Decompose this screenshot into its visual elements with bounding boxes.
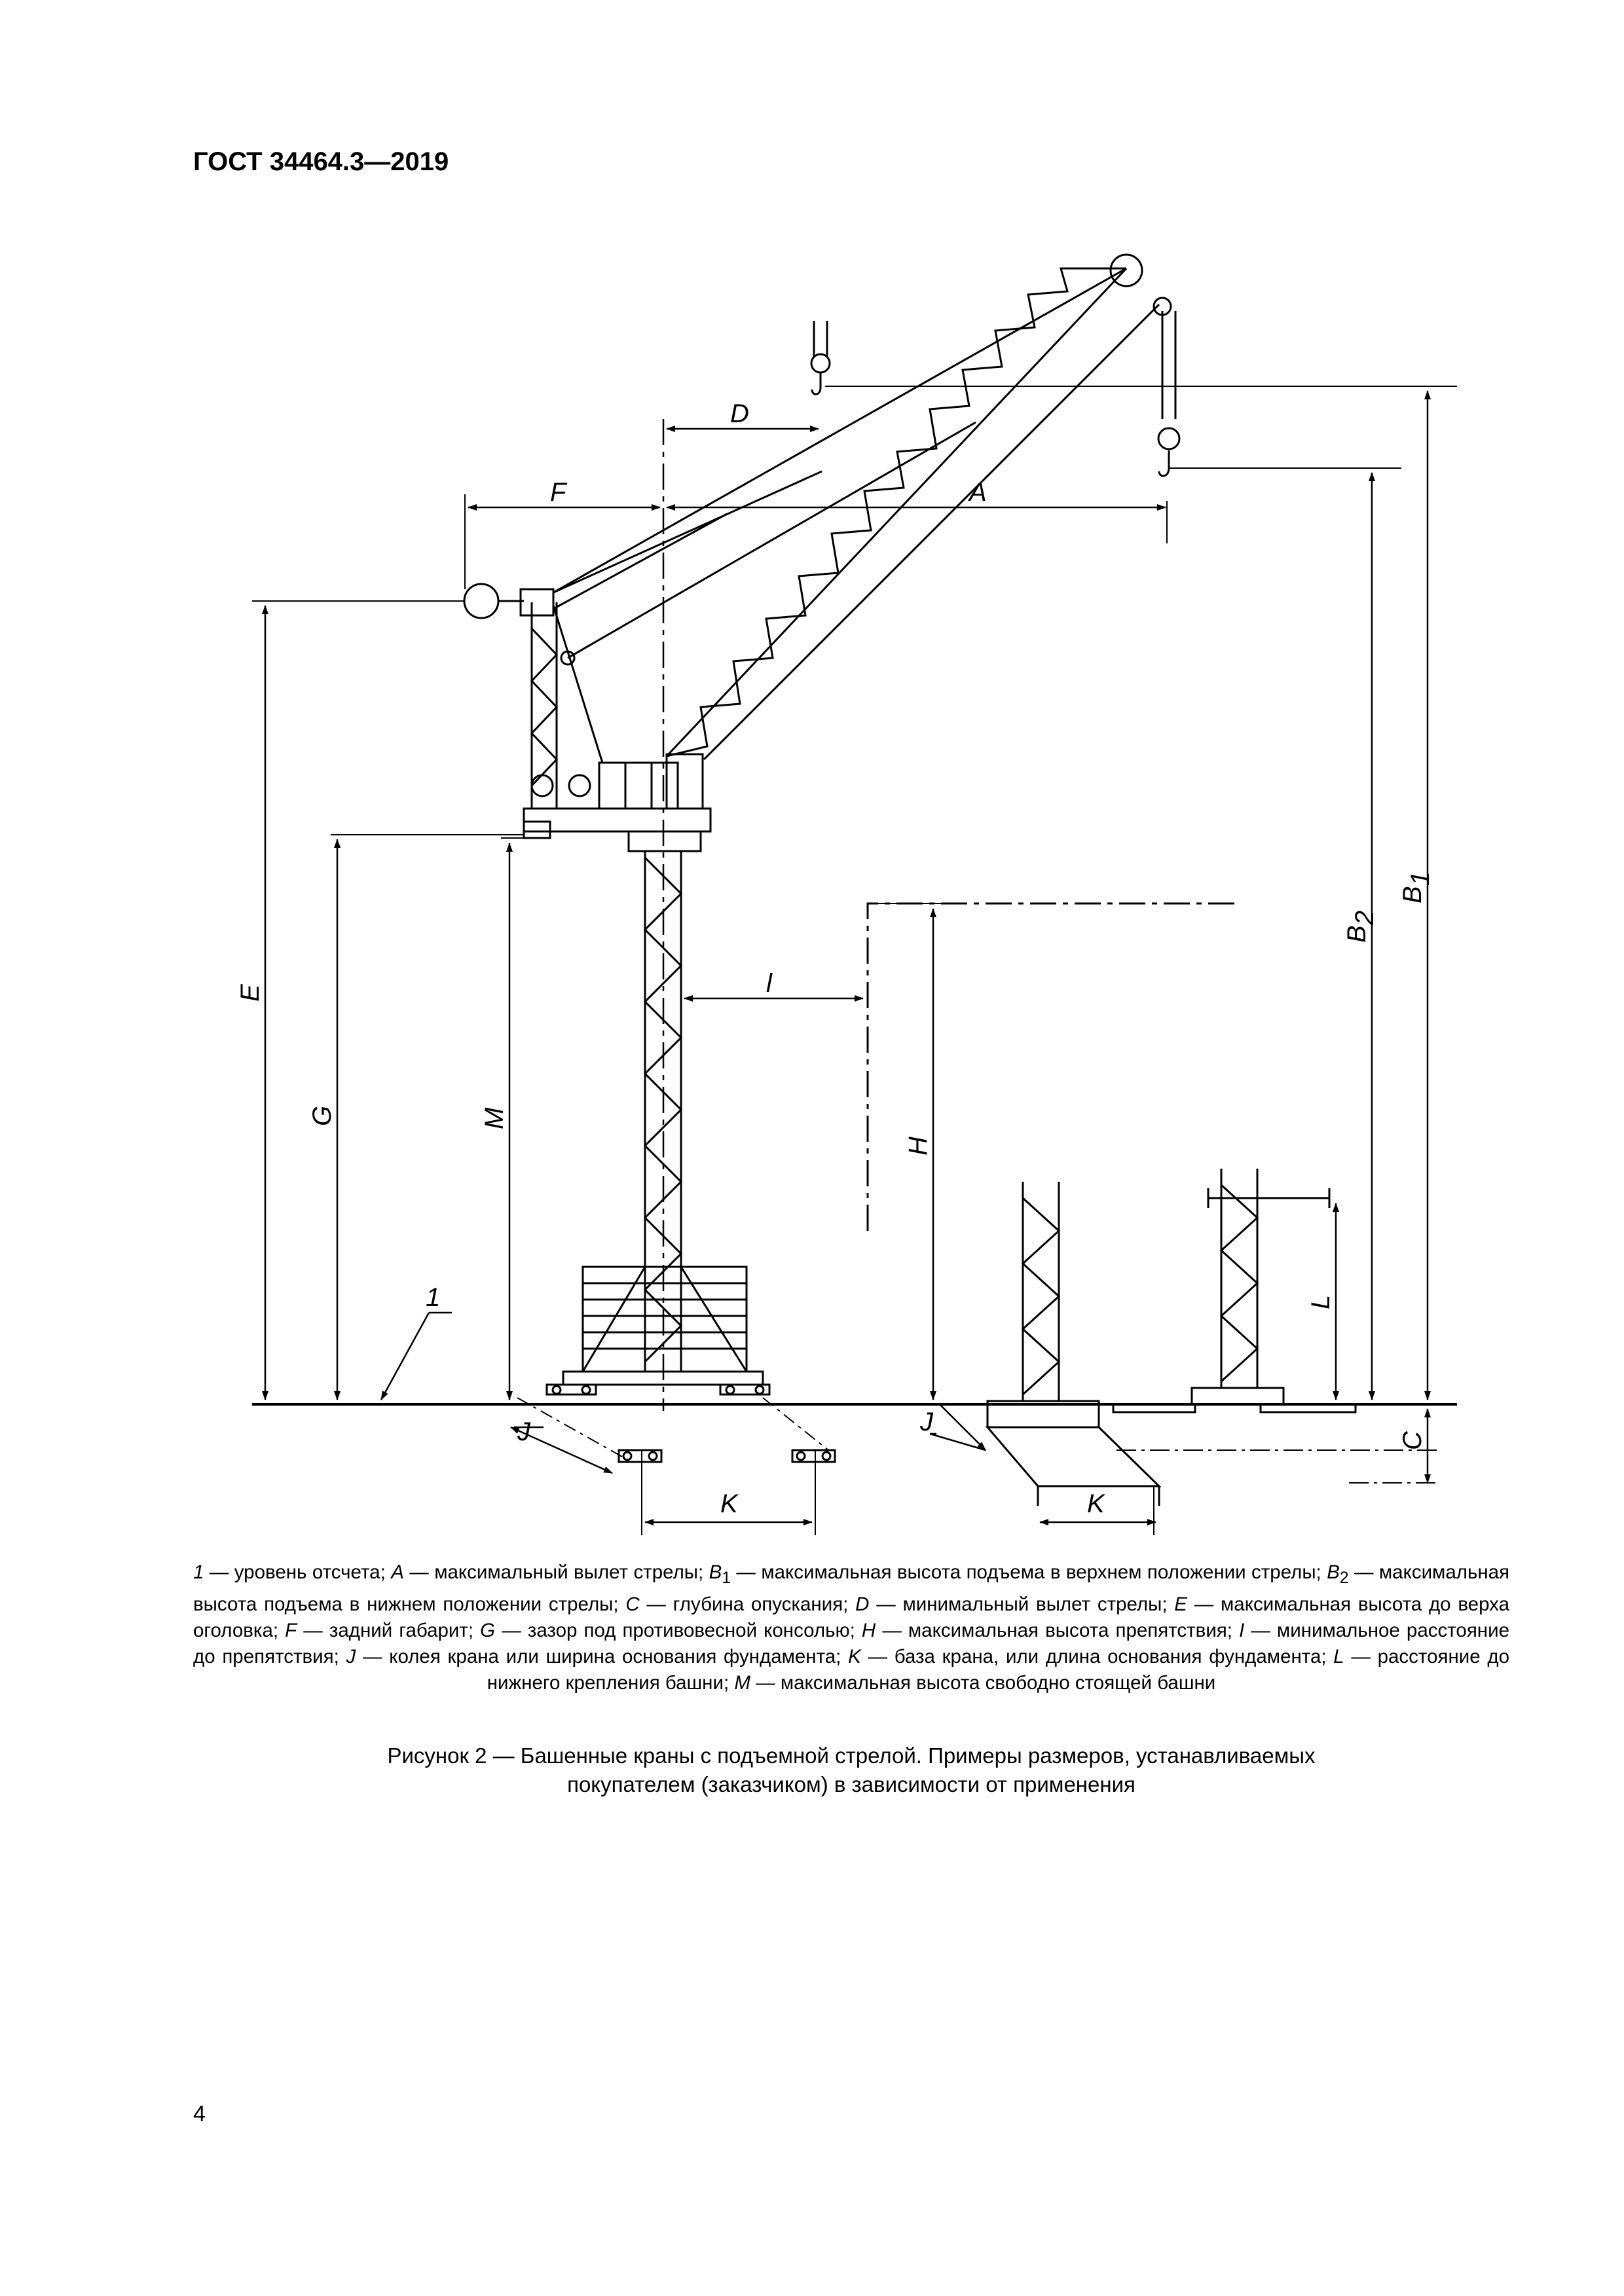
label-c: C [1398, 1431, 1427, 1450]
legend-item: K — база крана, или длина основания фундамента; [848, 1645, 1334, 1667]
label-k1: K [720, 1489, 738, 1518]
page-number: 4 [193, 2102, 206, 2126]
label-e: E [236, 984, 265, 1002]
legend-item: 1 — уровень отсчета; [193, 1561, 392, 1583]
caption-line-2: покупателем (заказчиком) в зависимости от применения [567, 1772, 1135, 1796]
legend-item: A — максимальный вылет стрелы; [391, 1561, 709, 1583]
label-j1: J [517, 1417, 530, 1446]
legend-item: $B_2$ — максимальная высота подъема в нижнем положении стрелы; [193, 1561, 1509, 1615]
label-b1-sub: 1 [1406, 871, 1435, 886]
label-l: L [1306, 1294, 1335, 1309]
label-h: H [904, 1137, 932, 1156]
legend-item: G — зазор под противовесной консолью; [480, 1619, 862, 1641]
label-k2: K [1087, 1489, 1105, 1518]
legend-item: H — максимальная высота препятствия; [861, 1619, 1240, 1641]
label-f: F [550, 478, 566, 507]
legend-item: F — задний габарит; [285, 1619, 481, 1641]
caption-line-1: Рисунок 2 — Башенные краны с подъемной стрелой. Примеры размеров, устанавливаемых [387, 1743, 1316, 1768]
legend-item: E — максимальная высота до верха оголовка; [193, 1593, 1509, 1641]
label-b1: B [1398, 886, 1427, 903]
label-b2: B [1342, 925, 1371, 943]
legend-item: I — минимальное расстояние до препятствия; [193, 1619, 1509, 1667]
legend-item: D — минимальный вылет стрелы; [855, 1593, 1175, 1615]
label-a: A [969, 478, 987, 507]
label-ref: 1 [426, 1283, 441, 1312]
legend-item: M — максимальная высота свободно стоящей башни [734, 1671, 1216, 1694]
label-g: G [308, 1105, 337, 1126]
legend-item: J — колея крана или ширина основания фундамента; [346, 1645, 849, 1667]
figure-legend [193, 1559, 1509, 1696]
legend-item: $B_1$ — максимальная высота подъема в верхнем положении стрелы; [709, 1561, 1327, 1587]
figure-caption [196, 1741, 1506, 1799]
legend-item: C — глубина опускания; [625, 1593, 856, 1615]
label-b2-sub: 2 [1350, 910, 1379, 925]
legend-item: L — расстояние до нижнего крепления башни; [487, 1645, 1510, 1694]
label-j2: J [920, 1408, 933, 1436]
label-i: l [766, 969, 772, 998]
label-m: M [480, 1107, 509, 1129]
label-d: D [730, 399, 749, 428]
document-header: ГОСТ 34464.3—2019 [193, 147, 449, 176]
